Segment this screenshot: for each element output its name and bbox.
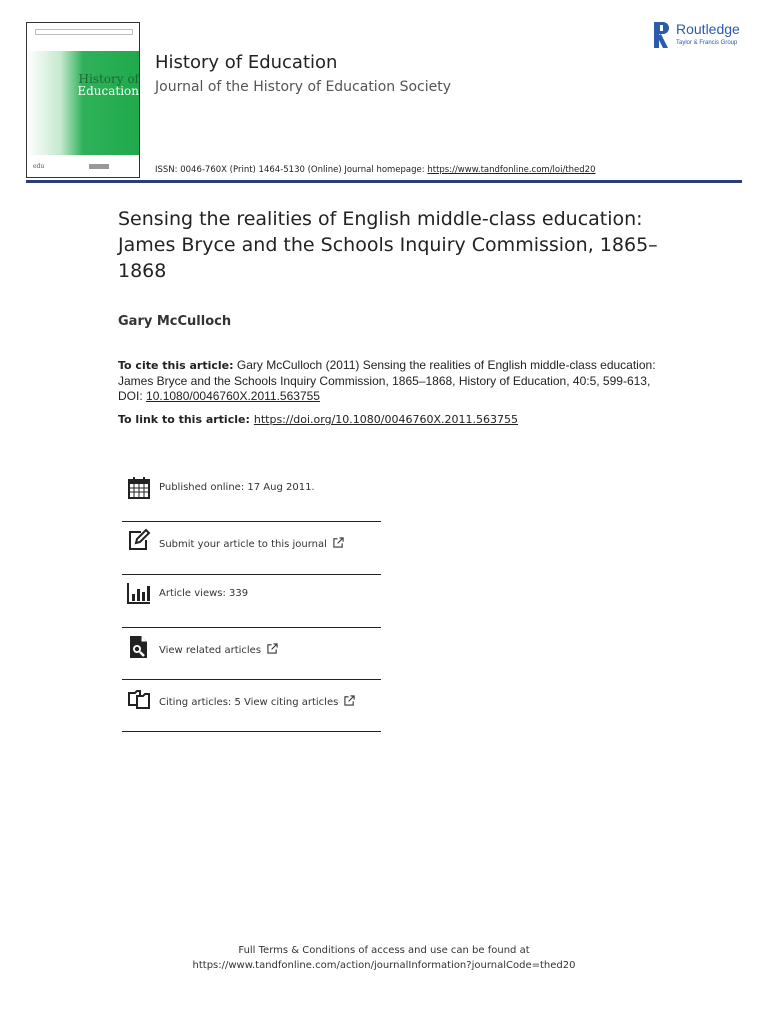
cover-green-band	[27, 51, 139, 155]
external-link-icon	[333, 537, 344, 548]
cover-top-band	[27, 23, 139, 51]
cover-title-line2: Education	[77, 84, 139, 98]
article-views-label: Article views: 339	[159, 588, 249, 599]
cover-bottom-band	[27, 155, 139, 178]
routledge-logo-icon	[654, 22, 670, 48]
cover-top-box	[35, 29, 133, 35]
info-item-related[interactable]	[122, 628, 381, 680]
view-citing-articles-link[interactable]	[159, 695, 355, 708]
bar-chart-icon	[127, 581, 151, 605]
issn-text: ISSN: 0046-760X (Print) 1464-5130 (Online) Journal homepage:	[155, 165, 428, 175]
view-related-articles-link[interactable]	[159, 643, 278, 656]
edit-icon	[127, 528, 151, 552]
link-label: To link to this article:	[118, 413, 250, 426]
cover-title	[63, 73, 139, 97]
external-link-icon	[344, 695, 355, 706]
publisher-name: Routledge	[676, 21, 740, 37]
article-link-line	[118, 413, 518, 426]
cover-publisher-logo	[89, 164, 109, 169]
submit-article-label: Submit your article to this journal	[159, 539, 327, 550]
doi-link[interactable]: 10.1080/0046760X.2011.563755	[146, 389, 320, 403]
citation-block	[118, 358, 678, 405]
article-doi-url[interactable]: https://doi.org/10.1080/0046760X.2011.563755	[253, 413, 518, 426]
external-link-icon	[267, 643, 278, 654]
publisher-group: Taylor & Francis Group	[676, 40, 738, 46]
footer-terms-url[interactable]: https://www.tandfonline.com/action/journalInformation?journalCode=thed20	[192, 960, 576, 971]
search-document-icon	[127, 635, 151, 659]
cover-publisher-mark: edu	[33, 163, 45, 170]
citing-articles-label: Citing articles: 5 View citing articles	[159, 697, 339, 708]
article-title: Sensing the realities of English middle-class education: James Bryce and the Schools Inquiry Commission, 1865–1868	[118, 208, 658, 282]
citing-articles-icon	[127, 687, 151, 711]
footer-terms	[0, 943, 768, 973]
routledge-logo	[652, 20, 748, 50]
info-divider	[122, 731, 381, 732]
journal-title: History of Education	[155, 52, 338, 73]
published-online-label: Published online: 17 Aug 2011.	[159, 482, 315, 493]
cite-text: Gary McCulloch (2011) Sensing the realities of English middle-class education: James Bryce and the Schools Inquiry Commission, 1865–1868, History of Education, 40:5, 599-613, DOI:	[118, 358, 656, 403]
journal-subtitle: Journal of the History of Education Society	[155, 79, 452, 95]
info-item-submit[interactable]	[122, 522, 381, 575]
cite-label: To cite this article:	[118, 359, 234, 372]
info-item-published	[122, 470, 381, 522]
related-articles-label: View related articles	[159, 645, 262, 656]
calendar-icon	[127, 476, 151, 500]
journal-homepage-link[interactable]: https://www.tandfonline.com/loi/thed20	[427, 165, 596, 175]
submit-article-link[interactable]	[159, 537, 344, 550]
info-item-citing[interactable]	[122, 680, 381, 732]
header-divider	[26, 180, 742, 183]
info-item-views	[122, 575, 381, 628]
journal-cover	[26, 22, 140, 178]
cover-title-line1: History of	[78, 72, 139, 86]
footer-line1: Full Terms & Conditions of access and use can be found at	[238, 945, 530, 956]
article-author: Gary McCulloch	[118, 314, 232, 329]
issn-line	[155, 165, 596, 175]
